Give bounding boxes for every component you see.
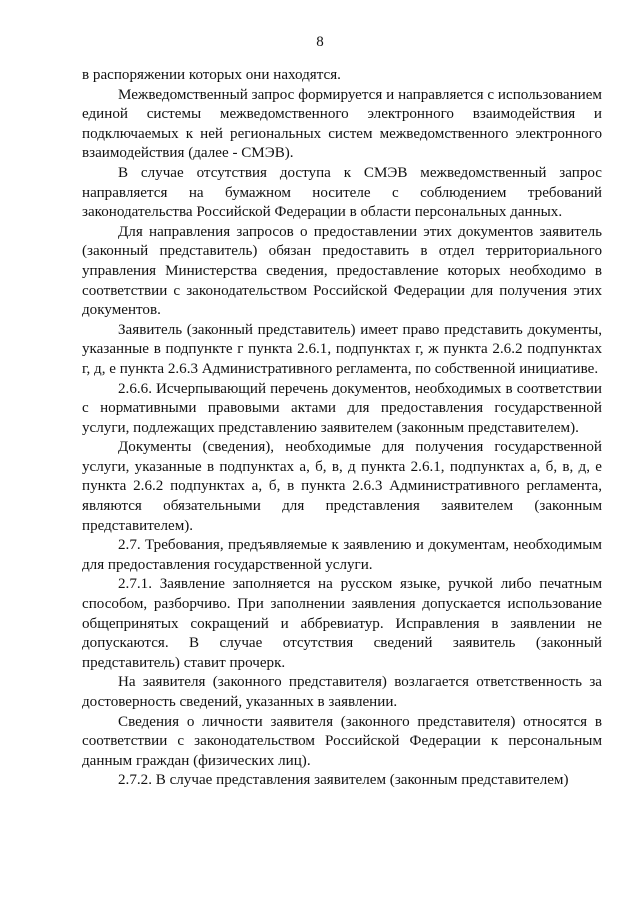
document-body — [82, 66, 602, 791]
paragraph-applicant-right: Заявитель (законный представитель) имеет право представить документы, указанные в подпункте г пункта 2.6.1, подпунктах г, ж пункта 2.6.2 подпунктах г, д, е пункта 2.6.3 Административного регламента, по собственной инициативе. — [82, 321, 602, 377]
paragraph-section-2-7: 2.7. Требования, предъявляемые к заявлению и документам, необходимым для предоставления государственной услуги. — [82, 537, 602, 573]
paragraph-section-2-6-6: 2.6.6. Исчерпывающий перечень документов, необходимых в соответствии с нормативными правовыми актами для предоставления государственной услуги, подлежащих представлению заявителем (законным представителем). — [82, 380, 602, 436]
paragraph-continuation: в распоряжении которых они находятся. — [82, 67, 341, 83]
paragraph-personal-data: Сведения о личности заявителя (законного представителя) относятся в соответствии с законодательством Российской Федерации к персональным данным граждан (физических лиц). — [82, 713, 602, 769]
paragraph-section-2-7-1: 2.7.1. Заявление заполняется на русском языке, ручкой либо печатным способом, разборчиво. При заполнении заявления допускается использование общепринятых сокращений и аббревиатур. Исправления в заявлении не допускаются. В случае отсутствия сведений заявитель (законный представитель) ставит прочерк. — [82, 576, 602, 671]
paragraph-interagency-request: Межведомственный запрос формируется и направляется с использованием единой системы межведомственного электронного взаимодействия и подключаемых к ней региональных систем межведомственного электронного взаимодействия (далее - СМЭВ). — [82, 86, 602, 162]
paragraph-section-2-7-2: 2.7.2. В случае представления заявителем (законным представителем) — [118, 772, 569, 789]
paragraph-request-documents: Для направления запросов о предоставлении этих документов заявитель (законный представитель) обязан предоставить в отдел территориального управления Министерства сведения, предоставление которых необходимо в соответствии с законодательством Российской Федерации для получения этих документов. — [82, 223, 602, 319]
page-number: 8 — [316, 34, 324, 50]
paragraph-mandatory-documents: Документы (сведения), необходимые для получения государственной услуги, указанные в подпунктах а, б, в, д пункта 2.6.1, подпунктах а, б, в, д, е пункта 2.6.2 подпунктах а, б, в пункта 2.6.3 Административного регламента, являются обязательными для представления заявителем (законным представителем). — [82, 439, 602, 534]
paragraph-no-smev-access: В случае отсутствия доступа к СМЭВ межведомственный запрос направляется на бумажном носителе с соблюдением требований законодательства Российской Федерации в области персональных данных. — [82, 164, 602, 221]
paragraph-responsibility: На заявителя (законного представителя) возлагается ответственность за достоверность сведений, указанных в заявлении. — [82, 674, 602, 710]
